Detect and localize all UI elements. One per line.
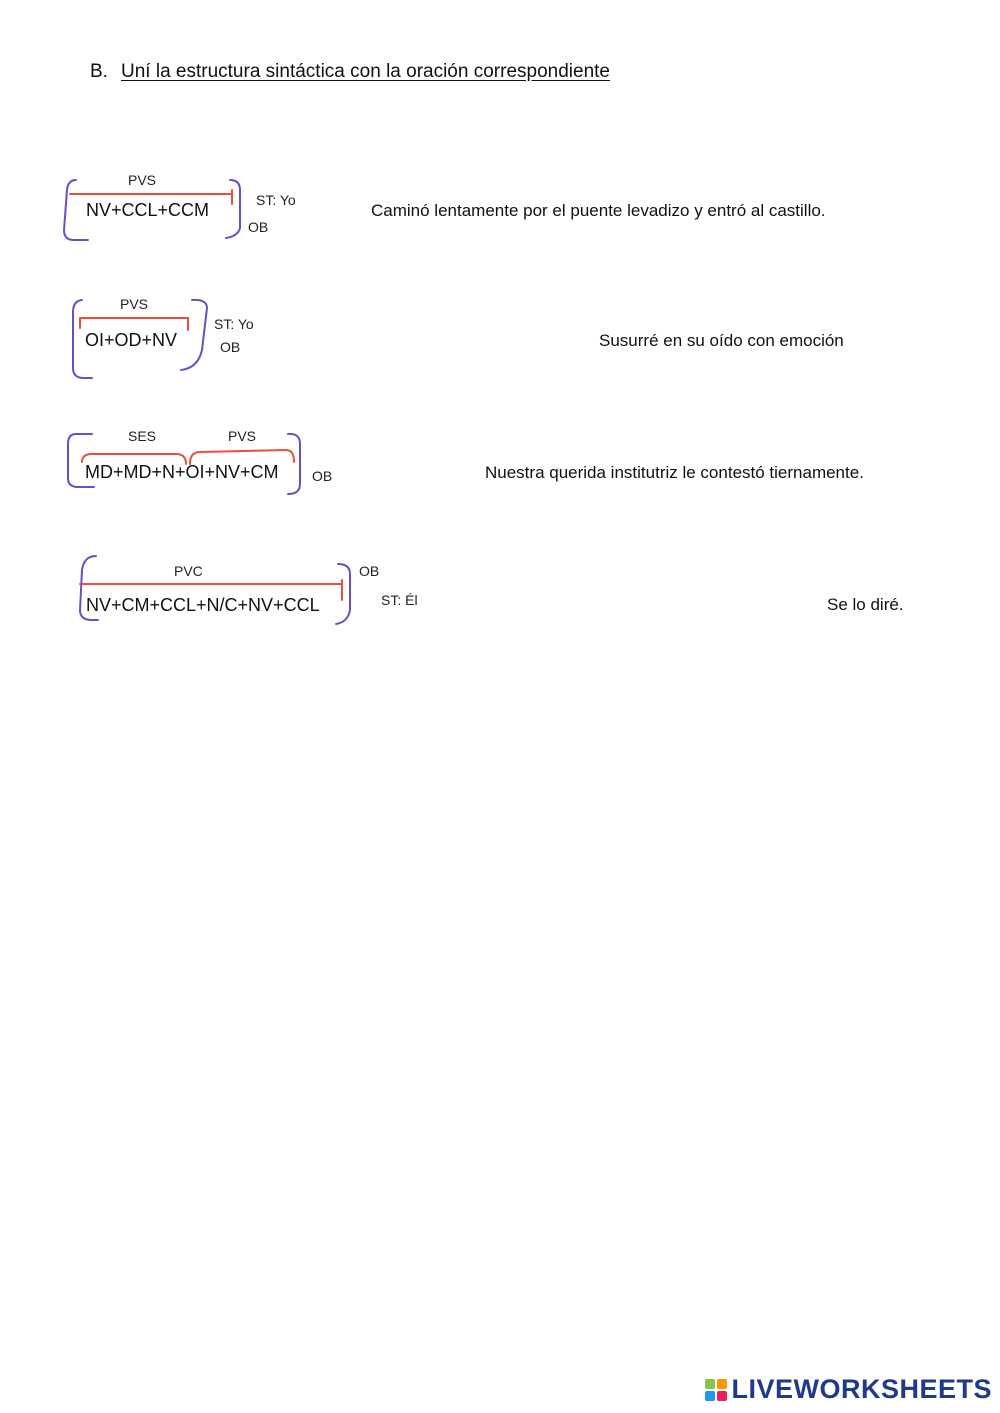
liveworksheets-logo-icon [705, 1379, 727, 1401]
structure-2-right-bracket [181, 300, 207, 370]
logo-square-3 [705, 1391, 715, 1401]
structure-3-ses-label: SES [128, 428, 157, 444]
structure-1-right-bracket [226, 180, 240, 238]
exercise-instruction: Uní la estructura sintáctica con la oración correspondiente [121, 61, 610, 82]
structure-1-type: OB [248, 219, 269, 235]
structure-4-top-label: PVC [174, 563, 203, 579]
structure-3-type: OB [312, 468, 333, 484]
sentence-2[interactable]: Susurré en su oído con emoción [599, 331, 844, 350]
structure-4-formula: NV+CM+CCL+N/C+NV+CCL [86, 595, 320, 615]
structure-1-left-bracket [64, 180, 88, 240]
logo-square-2 [717, 1379, 727, 1389]
sentence-1[interactable]: Caminó lentamente por el puente levadizo y entró al castillo. [371, 201, 826, 220]
sentence-3[interactable]: Nuestra querida institutriz le contestó tiernamente. [485, 463, 864, 482]
structure-1-formula: NV+CCL+CCM [86, 200, 210, 220]
structure-2-subject: ST: Yo [214, 316, 254, 332]
structure-1-top-label: PVS [128, 172, 157, 188]
sentence-4[interactable]: Se lo diré. [827, 595, 904, 614]
structure-2-formula: OI+OD+NV [85, 330, 178, 350]
logo-square-1 [705, 1379, 715, 1389]
exercise-letter: B. [90, 61, 108, 82]
structure-3-pvs-label: PVS [228, 428, 257, 444]
structure-2-top-label: PVS [120, 296, 149, 312]
watermark-text: LIVEWORKSHEETS [731, 1374, 992, 1404]
structure-2-red-bracket [80, 318, 188, 330]
structure-3-formula: MD+MD+N+OI+NV+CM [85, 462, 279, 482]
liveworksheets-watermark [705, 1374, 992, 1405]
structure-2-type: OB [220, 339, 241, 355]
structure-4-type: OB [359, 563, 380, 579]
logo-square-4 [717, 1391, 727, 1401]
structure-4-right-bracket [336, 564, 350, 624]
structure-1-subject: ST: Yo [256, 192, 296, 208]
structure-3-right-bracket [288, 434, 300, 494]
structure-4-subject: ST: Él [381, 592, 418, 608]
